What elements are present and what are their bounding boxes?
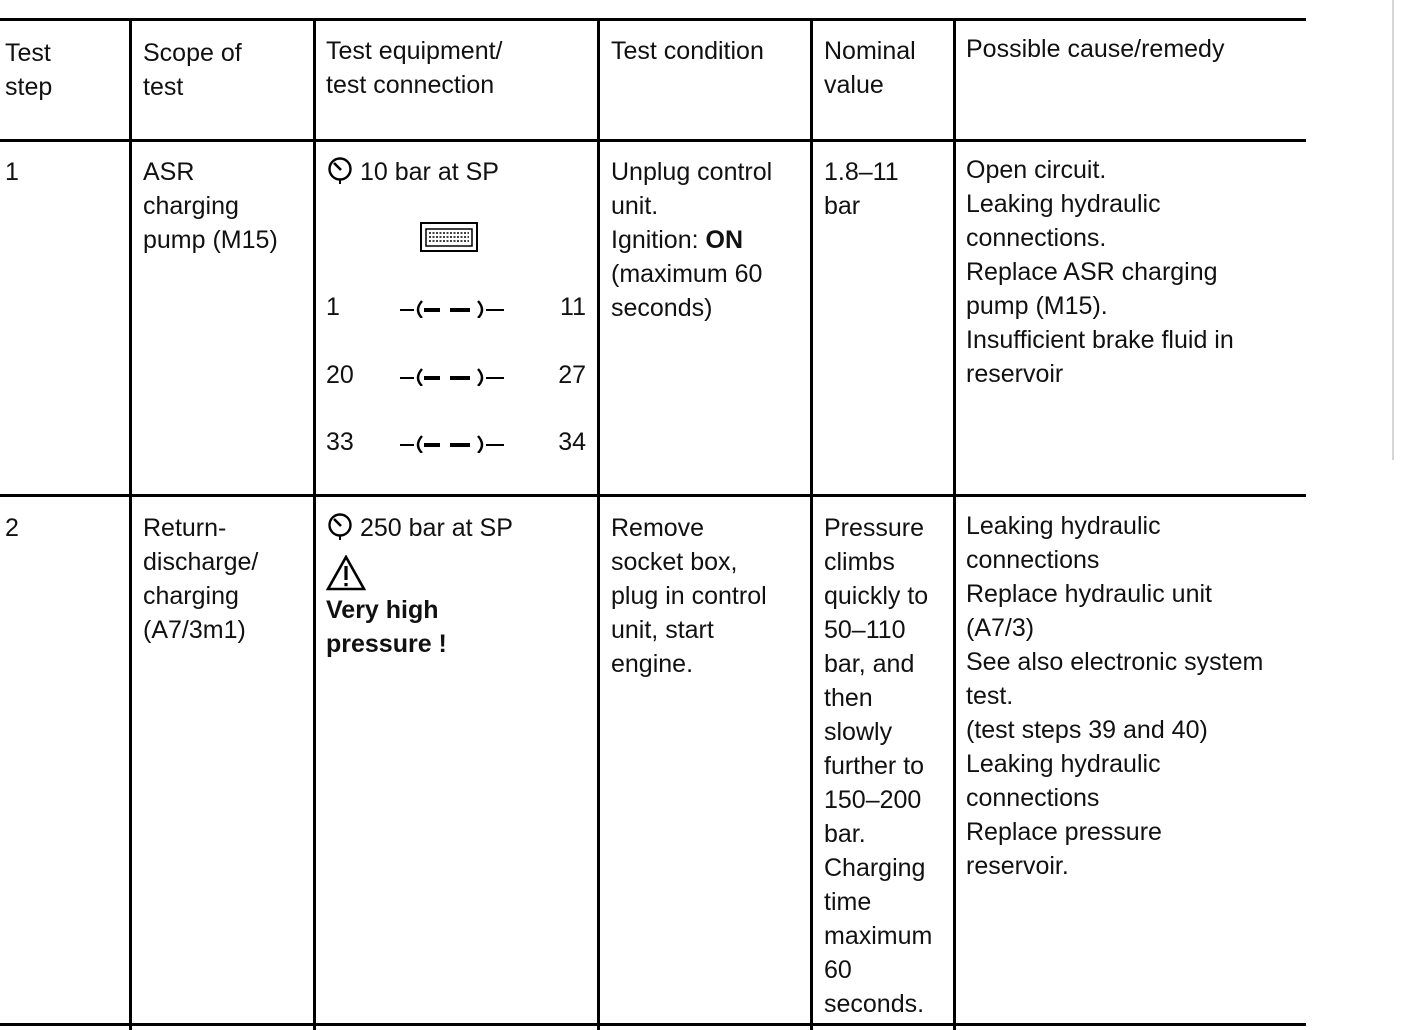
header-scope-line2: test <box>143 73 184 101</box>
row2-nominal-line: 50–110 <box>824 616 906 644</box>
col-divider-4 <box>810 20 813 1030</box>
header-nominal <box>824 34 916 102</box>
row1-condition-line: (maximum 60 <box>611 260 763 288</box>
row1-nominal <box>824 155 899 223</box>
connector-cable-icon <box>400 296 504 318</box>
row2-condition-line: unit, start <box>611 616 714 644</box>
row1-step-value: 1 <box>5 158 19 186</box>
row2-cause-line: (A7/3) <box>966 614 1035 642</box>
col-divider-5 <box>953 20 956 1030</box>
header-scope-line1: Scope of <box>143 39 242 67</box>
header-equipment-line2: test connection <box>326 71 495 99</box>
row2-cause <box>966 509 1263 883</box>
row2-nominal-line: maximum <box>824 922 933 950</box>
header-scope <box>143 36 242 104</box>
row2-cause-line: (test steps 39 and 40) <box>966 716 1208 744</box>
connection-pin-to: 11 <box>560 293 586 321</box>
row2-warning-line: pressure ! <box>326 630 447 658</box>
row1-condition-line: Unplug control <box>611 158 773 186</box>
row1-condition-line: unit. <box>611 192 659 220</box>
row2-nominal-line: time <box>824 888 872 916</box>
connector-cable-icon <box>400 431 504 453</box>
row2-nominal <box>824 511 932 1021</box>
row1-cause-line: Open circuit. <box>966 156 1107 184</box>
header-test-step-line1: Test <box>5 39 51 67</box>
header-bottom-rule <box>0 139 1306 142</box>
row1-nominal-line: 1.8–11 <box>824 158 899 186</box>
pressure-gauge-icon <box>326 157 354 185</box>
connection-pin-from: 20 <box>326 361 354 389</box>
row2-cause-line: Leaking hydraulic <box>966 750 1161 778</box>
row2-condition <box>611 511 767 681</box>
row1-cause-line: Leaking hydraulic <box>966 190 1161 218</box>
row1-connection-2 <box>326 358 586 392</box>
row1-equipment <box>326 155 499 189</box>
row1-cause-line: reservoir <box>966 360 1064 388</box>
row2-cause-line: Replace hydraulic unit <box>966 580 1212 608</box>
connection-pin-to: 34 <box>558 428 586 456</box>
header-cause <box>966 32 1224 66</box>
row2-nominal-line: seconds. <box>824 990 925 1018</box>
row2-nominal-line: slowly <box>824 718 893 746</box>
connection-pin-to: 27 <box>558 361 586 389</box>
row2-condition-line: Remove <box>611 514 705 542</box>
row2-condition-line: plug in control <box>611 582 767 610</box>
row2-cause-line: connections <box>966 784 1100 812</box>
row1-cause-line: pump (M15). <box>966 292 1108 320</box>
row1-gauge-line <box>326 155 499 189</box>
row1-gauge-text: 10 bar at SP <box>360 158 499 186</box>
row2-nominal-line: Charging <box>824 854 926 882</box>
control-unit-icon <box>420 222 478 252</box>
ignition-label: Ignition: <box>611 226 706 254</box>
row2-nominal-line: climbs <box>824 548 895 576</box>
row2-scope <box>143 511 258 647</box>
table-bottom-rule <box>0 1023 1306 1026</box>
row1-nominal-line: bar <box>824 192 861 220</box>
row2-cause-line: See also electronic system <box>966 648 1264 676</box>
pressure-gauge-icon <box>326 513 354 541</box>
row2-gauge-text: 250 bar at SP <box>360 514 513 542</box>
connector-cable-icon <box>400 364 504 386</box>
row1-cause <box>966 153 1234 391</box>
row2-cause-line: connections <box>966 546 1100 574</box>
row2-step-value: 2 <box>5 514 19 542</box>
row2-nominal-line: bar. <box>824 820 866 848</box>
row1-step <box>5 155 19 189</box>
row1-scope-line: ASR <box>143 158 195 186</box>
row2-scope-line: charging <box>143 582 239 610</box>
row1-scope-line: charging <box>143 192 239 220</box>
row1-connection-3 <box>326 425 586 459</box>
row2-scope-line: Return- <box>143 514 227 542</box>
row2-step <box>5 511 19 545</box>
header-test-step <box>5 36 52 104</box>
connection-pin-from: 1 <box>326 293 340 321</box>
row1-connection-1 <box>326 290 586 324</box>
row1-condition-ignition <box>611 223 772 257</box>
row1-scope-line: pump (M15) <box>143 226 278 254</box>
scan-edge-mark <box>1392 0 1394 460</box>
row2-condition-line: socket box, <box>611 548 738 576</box>
row1-cause-line: Insufficient brake fluid in <box>966 326 1234 354</box>
header-test-step-line2: step <box>5 73 53 101</box>
col-divider-2 <box>313 20 316 1030</box>
row2-scope-line: discharge/ <box>143 548 259 576</box>
row1-scope <box>143 155 278 257</box>
row2-nominal-line: bar, and <box>824 650 915 678</box>
row2-cause-line: Replace pressure <box>966 818 1162 846</box>
row2-condition-line: engine. <box>611 650 694 678</box>
row1-bottom-rule <box>0 494 1306 497</box>
row1-cause-line: Replace ASR charging <box>966 258 1218 286</box>
header-equipment-line1: Test equipment/ <box>326 37 503 65</box>
row2-nominal-line: quickly to <box>824 582 929 610</box>
header-condition-line1: Test condition <box>611 37 764 65</box>
header-nominal-line1: Nominal <box>824 37 916 65</box>
warning-triangle-icon <box>326 555 366 591</box>
col-divider-1 <box>129 20 132 1030</box>
table-top-rule <box>0 18 1306 21</box>
row2-nominal-line: Pressure <box>824 514 925 542</box>
row1-cause-line: connections. <box>966 224 1107 252</box>
row2-scope-line: (A7/3m1) <box>143 616 246 644</box>
row2-nominal-line: then <box>824 684 873 712</box>
row2-cause-line: reservoir. <box>966 852 1069 880</box>
row2-equipment <box>326 511 513 661</box>
row2-nominal-line: 60 <box>824 956 852 984</box>
header-equipment <box>326 34 503 102</box>
ignition-value: ON <box>705 226 744 254</box>
row2-nominal-line: further to <box>824 752 925 780</box>
row2-cause-line: Leaking hydraulic <box>966 512 1161 540</box>
row2-gauge-line <box>326 511 513 545</box>
row1-condition <box>611 155 772 325</box>
connection-pin-from: 33 <box>326 428 354 456</box>
header-condition <box>611 34 764 68</box>
row2-cause-line: test. <box>966 682 1014 710</box>
header-cause-line1: Possible cause/remedy <box>966 35 1225 63</box>
row1-condition-line: seconds) <box>611 294 713 322</box>
header-nominal-line2: value <box>824 71 884 99</box>
row2-warning-line: Very high <box>326 596 439 624</box>
row2-nominal-line: 150–200 <box>824 786 922 814</box>
col-divider-3 <box>597 20 600 1030</box>
